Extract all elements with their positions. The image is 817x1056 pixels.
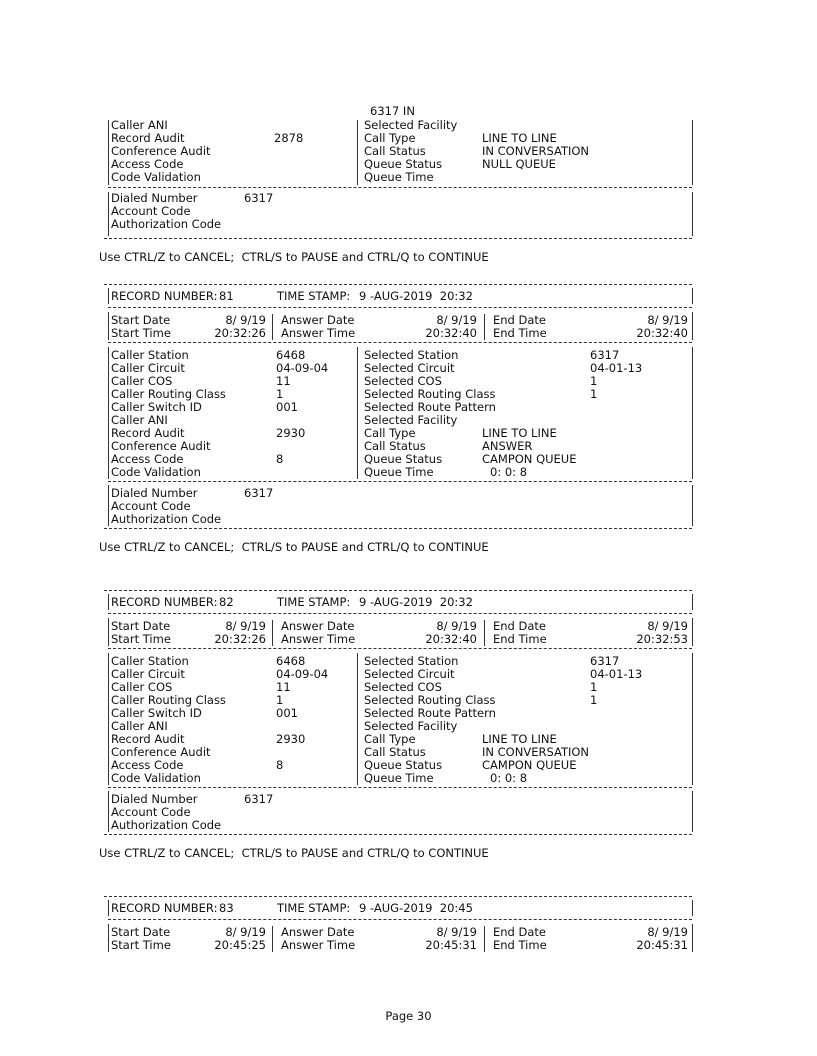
dialed-field-value: 6317 (244, 486, 274, 500)
caller-field-label: Conference Audit (111, 745, 211, 759)
start-time: 20:45:25 (214, 938, 266, 952)
dashed-separator (104, 528, 692, 529)
column-divider (272, 314, 273, 340)
column-divider (272, 620, 273, 646)
caller-field-value: 11 (276, 374, 291, 388)
start-time: 20:32:26 (214, 326, 266, 340)
answer-date: 8/ 9/19 (436, 925, 477, 939)
caller-field-label: Caller Station (111, 348, 189, 362)
fragment-left-label: Access Code (111, 157, 184, 171)
selected-field-label: Selected Circuit (364, 667, 455, 681)
selected-field-label: Queue Time (364, 465, 434, 479)
record-number: 82 (219, 595, 234, 609)
start-date: 8/ 9/19 (225, 619, 266, 633)
continue-prompt: Use CTRL/Z to CANCEL; CTRL/S to PAUSE and CTRL/Q to CONTINUE (99, 250, 489, 264)
selected-field-value: 6317 (590, 654, 620, 668)
caller-field-label: Caller Routing Class (111, 387, 226, 401)
answer-time: 20:45:31 (425, 938, 477, 952)
fragment-right-value: IN CONVERSATION (482, 144, 590, 158)
selected-field-value: CAMPON QUEUE (482, 758, 577, 772)
dashed-separator (108, 342, 692, 343)
fragment-right-label: Queue Status (364, 157, 443, 171)
selected-field-value: 6317 (590, 348, 620, 362)
end-date-label: End Date (493, 619, 546, 633)
dialed-field-label: Dialed Number (111, 792, 198, 806)
caller-field-label: Conference Audit (111, 439, 211, 453)
selected-field-value: 1 (590, 374, 598, 388)
end-date-label: End Date (493, 925, 546, 939)
column-divider (108, 312, 109, 340)
selected-field-value: LINE TO LINE (482, 732, 557, 746)
selected-field-label: Selected Station (364, 654, 459, 668)
caller-field-value: 2930 (276, 732, 306, 746)
column-divider (484, 314, 485, 340)
column-divider (357, 347, 358, 479)
column-divider (108, 900, 109, 916)
record-number: 81 (219, 289, 234, 303)
end-time: 20:32:40 (636, 326, 688, 340)
selected-field-label: Call Status (364, 439, 426, 453)
dashed-separator (104, 834, 692, 835)
dialed-field-label: Account Code (111, 805, 191, 819)
dashed-separator (108, 613, 692, 614)
fragment-left-value: 2878 (274, 131, 304, 145)
end-date-label: End Date (493, 313, 546, 327)
page-number: Page 30 (385, 1009, 432, 1023)
dashed-separator (108, 481, 692, 482)
caller-field-value: 6468 (276, 654, 306, 668)
continue-prompt: Use CTRL/Z to CANCEL; CTRL/S to PAUSE and CTRL/Q to CONTINUE (99, 540, 489, 554)
caller-field-label: Caller Circuit (111, 361, 185, 375)
answer-date-label: Answer Date (281, 925, 355, 939)
fragment-dialed-label: Dialed Number (111, 191, 198, 205)
caller-field-label: Caller COS (111, 680, 173, 694)
start-date-label: Start Date (111, 619, 171, 633)
dialed-field-label: Account Code (111, 499, 191, 513)
record-number-label: RECORD NUMBER: (111, 289, 218, 303)
selected-field-value: 1 (590, 680, 598, 694)
caller-field-label: Caller Routing Class (111, 693, 226, 707)
answer-date: 8/ 9/19 (436, 619, 477, 633)
fragment-right-label: Call Status (364, 144, 426, 158)
dashed-separator (108, 307, 692, 308)
end-time-label: End Time (493, 326, 547, 340)
column-divider (108, 347, 109, 479)
caller-field-label: Caller ANI (111, 413, 168, 427)
fragment-right-label: Selected Facility (364, 118, 458, 132)
dashed-separator (108, 187, 692, 188)
time-stamp-label: TIME STAMP: (277, 901, 351, 915)
selected-field-label: Selected COS (364, 374, 442, 388)
end-time-label: End Time (493, 632, 547, 646)
selected-field-label: Queue Status (364, 758, 443, 772)
selected-field-label: Queue Time (364, 771, 434, 785)
caller-field-label: Caller COS (111, 374, 173, 388)
caller-field-value: 001 (276, 706, 298, 720)
caller-field-value: 04-09-04 (276, 361, 329, 375)
fragment-left-label: Conference Audit (111, 144, 211, 158)
start-date-label: Start Date (111, 313, 171, 327)
fragment-right-value: NULL QUEUE (482, 157, 556, 171)
column-divider (692, 485, 693, 526)
caller-field-label: Access Code (111, 452, 184, 466)
selected-field-label: Queue Status (364, 452, 443, 466)
selected-field-label: Selected Route Pattern (364, 706, 496, 720)
answer-time-label: Answer Time (281, 326, 356, 340)
fragment-left-label: Record Audit (111, 131, 185, 145)
selected-field-label: Call Type (364, 732, 416, 746)
fragment-left-label: Caller ANI (111, 118, 168, 132)
record-number-label: RECORD NUMBER: (111, 901, 218, 915)
end-time: 20:45:31 (636, 938, 688, 952)
answer-date-label: Answer Date (281, 313, 355, 327)
caller-field-value: 8 (276, 758, 284, 772)
answer-date: 8/ 9/19 (436, 313, 477, 327)
caller-field-label: Access Code (111, 758, 184, 772)
selected-field-value: 1 (590, 693, 598, 707)
caller-field-value: 1 (276, 693, 284, 707)
column-divider (108, 120, 109, 185)
start-date-label: Start Date (111, 925, 171, 939)
selected-field-label: Selected Facility (364, 719, 458, 733)
selected-field-value: 1 (590, 387, 598, 401)
caller-field-value: 11 (276, 680, 291, 694)
caller-field-label: Code Validation (111, 465, 201, 479)
answer-time: 20:32:40 (425, 326, 477, 340)
column-divider (692, 347, 693, 479)
caller-field-value: 2930 (276, 426, 306, 440)
fragment-right-label: Queue Time (364, 170, 434, 184)
dashed-separator (108, 787, 692, 788)
column-divider (108, 924, 109, 952)
fragment-right-value: LINE TO LINE (482, 131, 557, 145)
caller-field-value: 04-09-04 (276, 667, 329, 681)
continue-prompt: Use CTRL/Z to CANCEL; CTRL/S to PAUSE and CTRL/Q to CONTINUE (99, 846, 489, 860)
start-time-label: Start Time (111, 938, 171, 952)
caller-field-label: Caller Circuit (111, 667, 185, 681)
selected-field-label: Selected Facility (364, 413, 458, 427)
start-time: 20:32:26 (214, 632, 266, 646)
column-divider (692, 653, 693, 785)
column-divider (108, 288, 109, 304)
selected-field-value: 04-01-13 (590, 667, 643, 681)
fragment-right-label: Call Type (364, 131, 416, 145)
dashed-separator (108, 919, 692, 920)
selected-field-label: Selected Routing Class (364, 387, 496, 401)
dialed-field-value: 6317 (244, 792, 274, 806)
selected-field-value: 04-01-13 (590, 361, 643, 375)
selected-field-value: 0: 0: 8 (490, 465, 528, 479)
selected-field-label: Selected Circuit (364, 361, 455, 375)
column-divider (692, 791, 693, 832)
column-divider (692, 594, 693, 610)
caller-field-value: 1 (276, 387, 284, 401)
column-divider (357, 653, 358, 785)
selected-field-label: Selected Routing Class (364, 693, 496, 707)
end-time: 20:32:53 (636, 632, 688, 646)
caller-field-label: Caller ANI (111, 719, 168, 733)
column-divider (692, 288, 693, 304)
fragment-dialed-value: 6317 (244, 191, 274, 205)
column-divider (108, 791, 109, 832)
column-divider (484, 620, 485, 646)
selected-field-label: Selected COS (364, 680, 442, 694)
selected-field-value: CAMPON QUEUE (482, 452, 577, 466)
column-divider (108, 192, 109, 236)
fragment-left-label: Code Validation (111, 170, 201, 184)
selected-field-label: Selected Station (364, 348, 459, 362)
answer-time-label: Answer Time (281, 632, 356, 646)
caller-field-label: Caller Station (111, 654, 189, 668)
dialed-field-label: Dialed Number (111, 486, 198, 500)
record-number: 83 (219, 901, 234, 915)
time-stamp-label: TIME STAMP: (277, 595, 351, 609)
dashed-separator (104, 590, 692, 591)
column-divider (357, 120, 358, 185)
column-divider (272, 926, 273, 952)
fragment-dialed-label: Authorization Code (111, 217, 222, 231)
answer-time: 20:32:40 (425, 632, 477, 646)
column-divider (484, 926, 485, 952)
dashed-separator (104, 896, 692, 897)
column-divider (692, 900, 693, 916)
selected-field-value: IN CONVERSATION (482, 745, 590, 759)
time-stamp-label: TIME STAMP: (277, 289, 351, 303)
start-time-label: Start Time (111, 632, 171, 646)
time-stamp: 9 -AUG-2019 20:32 (359, 289, 473, 303)
selected-field-value: ANSWER (482, 439, 533, 453)
caller-field-label: Record Audit (111, 426, 185, 440)
column-divider (108, 618, 109, 646)
dashed-separator (104, 284, 692, 285)
caller-field-value: 6468 (276, 348, 306, 362)
caller-field-value: 001 (276, 400, 298, 414)
column-divider (692, 192, 693, 236)
selected-field-value: LINE TO LINE (482, 426, 557, 440)
selected-field-label: Selected Route Pattern (364, 400, 496, 414)
column-divider (692, 924, 693, 952)
caller-field-value: 8 (276, 452, 284, 466)
answer-date-label: Answer Date (281, 619, 355, 633)
caller-field-label: Caller Switch ID (111, 706, 202, 720)
column-divider (108, 594, 109, 610)
fragment-continued-value: 6317 IN (370, 104, 415, 118)
dialed-field-label: Authorization Code (111, 512, 222, 526)
fragment-dialed-label: Account Code (111, 204, 191, 218)
column-divider (692, 312, 693, 340)
column-divider (108, 485, 109, 526)
selected-field-label: Call Type (364, 426, 416, 440)
column-divider (692, 618, 693, 646)
caller-field-label: Code Validation (111, 771, 201, 785)
start-time-label: Start Time (111, 326, 171, 340)
start-date: 8/ 9/19 (225, 313, 266, 327)
caller-field-label: Caller Switch ID (111, 400, 202, 414)
caller-field-label: Record Audit (111, 732, 185, 746)
time-stamp: 9 -AUG-2019 20:32 (359, 595, 473, 609)
time-stamp: 9 -AUG-2019 20:45 (359, 901, 473, 915)
end-time-label: End Time (493, 938, 547, 952)
dashed-separator (108, 648, 692, 649)
end-date: 8/ 9/19 (647, 619, 688, 633)
end-date: 8/ 9/19 (647, 925, 688, 939)
dialed-field-label: Authorization Code (111, 818, 222, 832)
selected-field-value: 0: 0: 8 (490, 771, 528, 785)
dashed-separator (104, 238, 692, 239)
answer-time-label: Answer Time (281, 938, 356, 952)
start-date: 8/ 9/19 (225, 925, 266, 939)
record-number-label: RECORD NUMBER: (111, 595, 218, 609)
selected-field-label: Call Status (364, 745, 426, 759)
column-divider (692, 120, 693, 185)
end-date: 8/ 9/19 (647, 313, 688, 327)
column-divider (108, 653, 109, 785)
